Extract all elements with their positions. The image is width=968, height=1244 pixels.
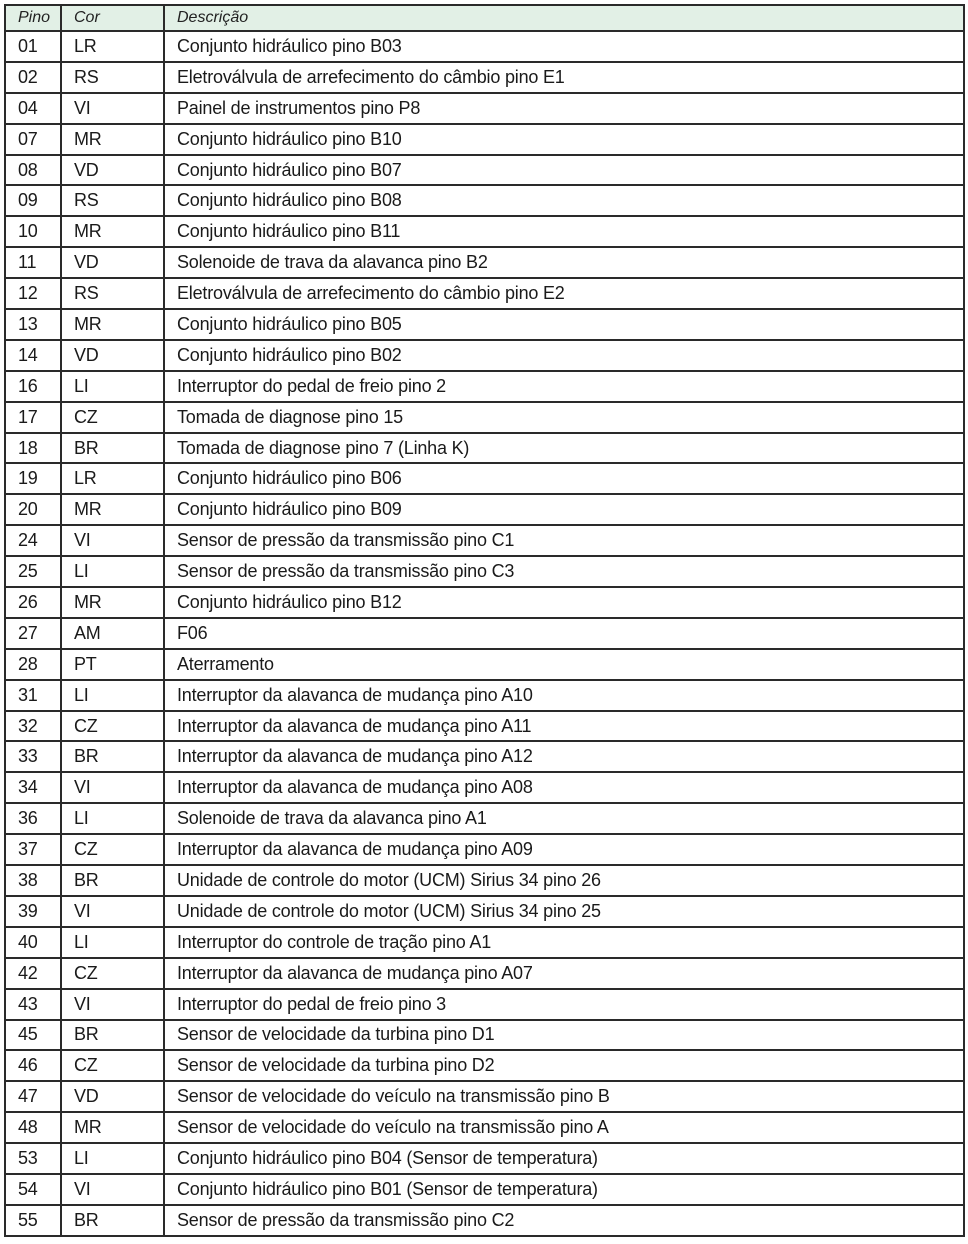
cell-cor: RS: [61, 62, 164, 93]
table-row: [5, 124, 964, 155]
cell-cor: LI: [61, 371, 164, 402]
cell-descricao: F06: [164, 618, 964, 649]
table-row: [5, 587, 964, 618]
cell-cor: BR: [61, 1205, 164, 1236]
cell-cor: AM: [61, 618, 164, 649]
header-cor: Cor: [61, 5, 164, 31]
cell-descricao: Interruptor do pedal de freio pino 2: [164, 371, 964, 402]
cell-descricao: Conjunto hidráulico pino B07: [164, 155, 964, 186]
table-row: [5, 1050, 964, 1081]
cell-descricao: Interruptor da alavanca de mudança pino A07: [164, 958, 964, 989]
cell-pino: 37: [5, 834, 61, 865]
cell-cor: VD: [61, 247, 164, 278]
table-row: [5, 1112, 964, 1143]
cell-pino: 55: [5, 1205, 61, 1236]
cell-cor: VI: [61, 772, 164, 803]
table-row: [5, 31, 964, 62]
cell-descricao: Conjunto hidráulico pino B10: [164, 124, 964, 155]
cell-cor: LI: [61, 1143, 164, 1174]
cell-pino: 34: [5, 772, 61, 803]
table-row: [5, 371, 964, 402]
table-row: [5, 216, 964, 247]
cell-descricao: Conjunto hidráulico pino B01 (Sensor de temperatura): [164, 1174, 964, 1205]
cell-pino: 45: [5, 1020, 61, 1051]
cell-cor: MR: [61, 1112, 164, 1143]
cell-pino: 12: [5, 278, 61, 309]
cell-cor: BR: [61, 1020, 164, 1051]
table-row: [5, 680, 964, 711]
cell-pino: 24: [5, 525, 61, 556]
cell-pino: 54: [5, 1174, 61, 1205]
cell-descricao: Interruptor do pedal de freio pino 3: [164, 989, 964, 1020]
cell-pino: 19: [5, 463, 61, 494]
cell-cor: MR: [61, 494, 164, 525]
cell-pino: 40: [5, 927, 61, 958]
cell-descricao: Conjunto hidráulico pino B12: [164, 587, 964, 618]
cell-descricao: Conjunto hidráulico pino B03: [164, 31, 964, 62]
cell-cor: CZ: [61, 1050, 164, 1081]
table-row: [5, 402, 964, 433]
cell-descricao: Unidade de controle do motor (UCM) Sirius 34 pino 26: [164, 865, 964, 896]
cell-cor: VI: [61, 93, 164, 124]
cell-pino: 14: [5, 340, 61, 371]
cell-cor: LR: [61, 31, 164, 62]
cell-cor: BR: [61, 741, 164, 772]
cell-descricao: Conjunto hidráulico pino B08: [164, 185, 964, 216]
table-row: [5, 494, 964, 525]
cell-pino: 02: [5, 62, 61, 93]
header-pino: Pino: [5, 5, 61, 31]
cell-pino: 36: [5, 803, 61, 834]
cell-pino: 17: [5, 402, 61, 433]
cell-pino: 08: [5, 155, 61, 186]
cell-pino: 47: [5, 1081, 61, 1112]
cell-cor: CZ: [61, 402, 164, 433]
table-row: [5, 958, 964, 989]
cell-cor: VD: [61, 155, 164, 186]
cell-pino: 20: [5, 494, 61, 525]
table-row: [5, 433, 964, 464]
cell-descricao: Conjunto hidráulico pino B02: [164, 340, 964, 371]
cell-cor: MR: [61, 309, 164, 340]
cell-pino: 26: [5, 587, 61, 618]
cell-pino: 01: [5, 31, 61, 62]
table-row: [5, 1174, 964, 1205]
cell-cor: VI: [61, 989, 164, 1020]
cell-cor: RS: [61, 185, 164, 216]
cell-cor: CZ: [61, 958, 164, 989]
cell-cor: VI: [61, 525, 164, 556]
cell-pino: 09: [5, 185, 61, 216]
cell-descricao: Conjunto hidráulico pino B09: [164, 494, 964, 525]
table-row: [5, 834, 964, 865]
table-row: [5, 525, 964, 556]
cell-descricao: Eletroválvula de arrefecimento do câmbio pino E2: [164, 278, 964, 309]
cell-cor: LI: [61, 556, 164, 587]
table-row: [5, 741, 964, 772]
table-row: [5, 649, 964, 680]
cell-descricao: Conjunto hidráulico pino B11: [164, 216, 964, 247]
cell-pino: 32: [5, 711, 61, 742]
cell-pino: 46: [5, 1050, 61, 1081]
cell-pino: 42: [5, 958, 61, 989]
cell-pino: 39: [5, 896, 61, 927]
table-row: [5, 1081, 964, 1112]
table-row: [5, 556, 964, 587]
cell-cor: RS: [61, 278, 164, 309]
cell-pino: 43: [5, 989, 61, 1020]
table-row: [5, 247, 964, 278]
table-row: [5, 896, 964, 927]
cell-cor: BR: [61, 433, 164, 464]
cell-descricao: Tomada de diagnose pino 15: [164, 402, 964, 433]
cell-pino: 10: [5, 216, 61, 247]
cell-descricao: Tomada de diagnose pino 7 (Linha K): [164, 433, 964, 464]
cell-pino: 18: [5, 433, 61, 464]
table-row: [5, 1020, 964, 1051]
table-row: [5, 772, 964, 803]
pin-table: [4, 4, 965, 1237]
cell-cor: LI: [61, 680, 164, 711]
cell-pino: 33: [5, 741, 61, 772]
cell-cor: LI: [61, 927, 164, 958]
table-row: [5, 1143, 964, 1174]
table-header: [5, 5, 964, 31]
table-row: [5, 309, 964, 340]
cell-cor: PT: [61, 649, 164, 680]
cell-pino: 25: [5, 556, 61, 587]
cell-cor: MR: [61, 124, 164, 155]
cell-descricao: Painel de instrumentos pino P8: [164, 93, 964, 124]
cell-descricao: Aterramento: [164, 649, 964, 680]
cell-cor: LR: [61, 463, 164, 494]
cell-descricao: Sensor de velocidade da turbina pino D2: [164, 1050, 964, 1081]
cell-pino: 16: [5, 371, 61, 402]
cell-descricao: Interruptor da alavanca de mudança pino A09: [164, 834, 964, 865]
table-row: [5, 927, 964, 958]
cell-descricao: Sensor de velocidade da turbina pino D1: [164, 1020, 964, 1051]
cell-cor: LI: [61, 803, 164, 834]
cell-descricao: Sensor de pressão da transmissão pino C2: [164, 1205, 964, 1236]
cell-descricao: Sensor de pressão da transmissão pino C1: [164, 525, 964, 556]
header-descricao: Descrição: [164, 5, 964, 31]
cell-descricao: Solenoide de trava da alavanca pino A1: [164, 803, 964, 834]
cell-descricao: Sensor de velocidade do veículo na transmissão pino A: [164, 1112, 964, 1143]
cell-descricao: Conjunto hidráulico pino B05: [164, 309, 964, 340]
cell-descricao: Interruptor da alavanca de mudança pino A08: [164, 772, 964, 803]
cell-descricao: Unidade de controle do motor (UCM) Sirius 34 pino 25: [164, 896, 964, 927]
table-row: [5, 989, 964, 1020]
table-row: [5, 463, 964, 494]
table-row: [5, 618, 964, 649]
cell-cor: BR: [61, 865, 164, 896]
cell-descricao: Conjunto hidráulico pino B06: [164, 463, 964, 494]
cell-cor: CZ: [61, 834, 164, 865]
table-row: [5, 803, 964, 834]
table-row: [5, 1205, 964, 1236]
table-row: [5, 62, 964, 93]
cell-pino: 53: [5, 1143, 61, 1174]
cell-descricao: Solenoide de trava da alavanca pino B2: [164, 247, 964, 278]
cell-cor: VI: [61, 896, 164, 927]
cell-descricao: Interruptor da alavanca de mudança pino A10: [164, 680, 964, 711]
table-row: [5, 340, 964, 371]
cell-descricao: Interruptor da alavanca de mudança pino A12: [164, 741, 964, 772]
cell-cor: VI: [61, 1174, 164, 1205]
cell-descricao: Interruptor do controle de tração pino A1: [164, 927, 964, 958]
cell-pino: 27: [5, 618, 61, 649]
cell-pino: 31: [5, 680, 61, 711]
table-row: [5, 185, 964, 216]
cell-pino: 38: [5, 865, 61, 896]
table-row: [5, 865, 964, 896]
table-row: [5, 711, 964, 742]
cell-descricao: Sensor de pressão da transmissão pino C3: [164, 556, 964, 587]
cell-descricao: Interruptor da alavanca de mudança pino A11: [164, 711, 964, 742]
cell-descricao: Sensor de velocidade do veículo na transmissão pino B: [164, 1081, 964, 1112]
cell-cor: MR: [61, 216, 164, 247]
cell-descricao: Eletroválvula de arrefecimento do câmbio pino E1: [164, 62, 964, 93]
header-row: [5, 5, 964, 31]
cell-cor: CZ: [61, 711, 164, 742]
cell-cor: VD: [61, 340, 164, 371]
cell-pino: 11: [5, 247, 61, 278]
table-row: [5, 278, 964, 309]
table-row: [5, 155, 964, 186]
cell-pino: 13: [5, 309, 61, 340]
table-body: [5, 31, 964, 1236]
table-row: [5, 93, 964, 124]
cell-descricao: Conjunto hidráulico pino B04 (Sensor de temperatura): [164, 1143, 964, 1174]
cell-cor: VD: [61, 1081, 164, 1112]
cell-pino: 07: [5, 124, 61, 155]
cell-pino: 48: [5, 1112, 61, 1143]
cell-cor: MR: [61, 587, 164, 618]
cell-pino: 28: [5, 649, 61, 680]
cell-pino: 04: [5, 93, 61, 124]
